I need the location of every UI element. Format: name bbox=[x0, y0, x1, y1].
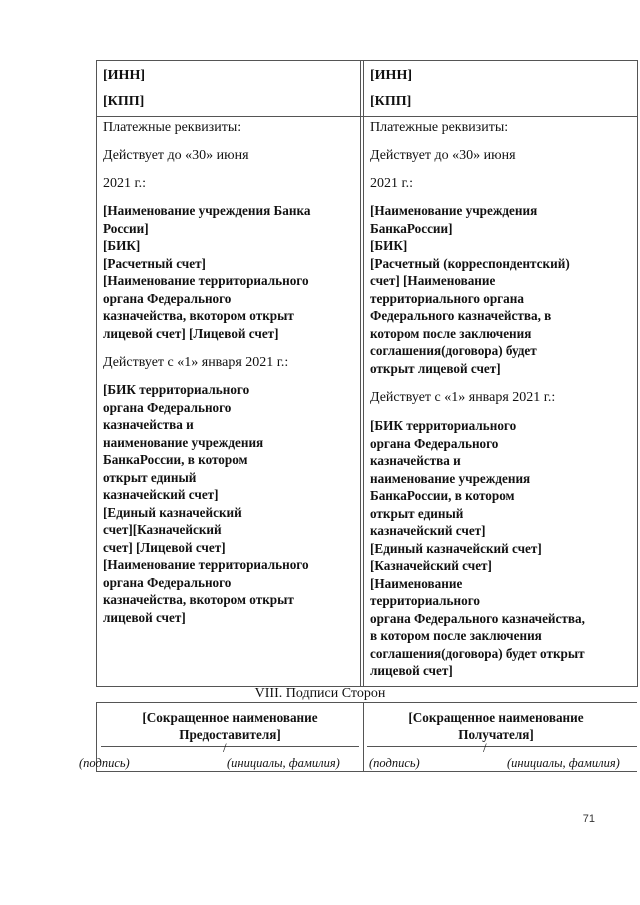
requisite-line: России] bbox=[103, 220, 149, 236]
requisite-line: в котором после заключения bbox=[370, 628, 542, 643]
recipient-signature-caption: (подпись) bbox=[369, 756, 420, 770]
requisite-line: соглашения(договора) будет bbox=[370, 343, 537, 358]
recipient-short-name bbox=[363, 709, 629, 743]
requisite-line: БанкаРоссии, в котором bbox=[103, 452, 248, 467]
requisite-line: лицевой счет] bbox=[370, 663, 453, 678]
page-number: 71 bbox=[582, 813, 595, 825]
requisite-line: открыт единый bbox=[370, 505, 464, 521]
recipient-initials-caption: (инициалы, фамилия) bbox=[507, 756, 620, 770]
requisites-table bbox=[96, 60, 638, 687]
recipient-short-name-line: Получателя] bbox=[458, 727, 534, 742]
recipient-inn: [ИНН] bbox=[370, 68, 412, 83]
requisite-line: органа Федерального казначейства, bbox=[370, 610, 585, 626]
requisite-line: Федерального казначейства, в bbox=[370, 308, 552, 323]
requisite-line: органа Федерального bbox=[103, 574, 232, 590]
requisite-line: [Наименование учреждения bbox=[370, 203, 538, 218]
requisite-line: наименование учреждения bbox=[103, 434, 264, 450]
signatures-table bbox=[79, 702, 637, 772]
requisite-line: территориального органа bbox=[370, 290, 524, 306]
provider-short-name bbox=[97, 709, 363, 743]
recipient-signature-line bbox=[367, 746, 637, 747]
recipient-requisites-block-1 bbox=[370, 202, 570, 377]
requisite-line: казначейства и bbox=[103, 417, 194, 432]
provider-kpp: [КПП] bbox=[103, 94, 145, 109]
provider-short-name-line: [Сокращенное наименование bbox=[142, 710, 318, 725]
requisite-line: открыт единый bbox=[103, 469, 197, 485]
requisite-line: счет][Казначейский bbox=[103, 522, 222, 537]
requisite-line: [Казначейский счет] bbox=[370, 558, 492, 573]
requisite-line: БанкаРоссии] bbox=[370, 220, 453, 236]
requisite-line: казначейства, вкотором открыт bbox=[103, 592, 294, 607]
recipient-short-name-line: [Сокращенное наименование bbox=[408, 710, 584, 725]
provider-inn: [ИНН] bbox=[103, 68, 145, 83]
requisite-line: [Единый казначейский bbox=[103, 504, 242, 520]
requisite-line: БанкаРоссии, в котором bbox=[370, 488, 515, 503]
requisite-line: [Расчетный счет] bbox=[103, 255, 206, 271]
requisite-line: органа Федерального bbox=[103, 399, 232, 415]
requisite-line: казначейский счет] bbox=[370, 523, 486, 538]
provider-initials-caption: (инициалы, фамилия) bbox=[227, 756, 340, 770]
requisite-line: казначейский счет] bbox=[103, 487, 219, 502]
requisite-line: счет] [Наименование bbox=[370, 273, 496, 288]
requisite-line: [Наименование территориального bbox=[103, 557, 309, 572]
requisite-line: котором после заключения bbox=[370, 325, 532, 341]
requisite-line: [БИК] bbox=[370, 238, 408, 253]
recipient-valid-from: Действует с «1» января 2021 г.: bbox=[370, 390, 556, 405]
provider-valid-until-year: 2021 г.: bbox=[103, 176, 147, 191]
recipient-valid-until-year: 2021 г.: bbox=[370, 176, 414, 191]
provider-signature-caption: (подпись) bbox=[79, 756, 130, 770]
recipient-signature-slash: / bbox=[483, 740, 487, 755]
requisite-line: лицевой счет] bbox=[103, 609, 186, 625]
provider-valid-until: Действует до «30» июня bbox=[103, 148, 249, 163]
requisite-line: казначейства и bbox=[370, 453, 461, 468]
provider-column bbox=[97, 61, 363, 686]
requisite-line: [Наименование учреждения Банка bbox=[103, 203, 311, 218]
provider-requisites-block-2 bbox=[103, 381, 309, 626]
requisite-line: органа Федерального bbox=[370, 435, 499, 451]
requisite-line: открыт лицевой счет] bbox=[370, 360, 501, 376]
requisite-line: наименование учреждения bbox=[370, 470, 531, 486]
requisite-line: территориального bbox=[370, 593, 480, 608]
requisite-line: [Расчетный (корреспондентский) bbox=[370, 255, 570, 271]
provider-signature-slash: / bbox=[223, 740, 227, 755]
requisite-line: [БИК территориального bbox=[103, 382, 250, 397]
section-title: VIII. Подписи Сторон bbox=[254, 686, 386, 701]
recipient-kpp: [КПП] bbox=[370, 94, 412, 109]
recipient-valid-until: Действует до «30» июня bbox=[370, 148, 516, 163]
requisite-line: казначейства, вкотором открыт bbox=[103, 308, 294, 323]
requisite-line: [Единый казначейский счет] bbox=[370, 540, 542, 556]
requisite-line: счет] [Лицевой счет] bbox=[103, 539, 226, 555]
requisite-line: лицевой счет] [Лицевой счет] bbox=[103, 325, 279, 341]
provider-payment-details: Платежные реквизиты: bbox=[103, 120, 242, 135]
requisite-line: [БИК] bbox=[103, 238, 141, 253]
recipient-payment-details: Платежные реквизиты: bbox=[370, 120, 509, 135]
provider-requisites-block-1 bbox=[103, 202, 310, 342]
requisite-line: [Наименование территориального bbox=[103, 273, 309, 288]
requisite-line: [БИК территориального bbox=[370, 418, 517, 433]
requisite-line: [Наименование bbox=[370, 575, 463, 591]
provider-signature-line bbox=[101, 746, 359, 747]
recipient-column bbox=[363, 61, 637, 686]
requisite-line: соглашения(договора) будет открыт bbox=[370, 645, 585, 661]
provider-valid-from: Действует с «1» января 2021 г.: bbox=[103, 355, 289, 370]
provider-short-name-line: Предоставителя] bbox=[179, 727, 281, 742]
requisite-line: органа Федерального bbox=[103, 290, 232, 306]
recipient-requisites-block-2 bbox=[370, 417, 585, 680]
